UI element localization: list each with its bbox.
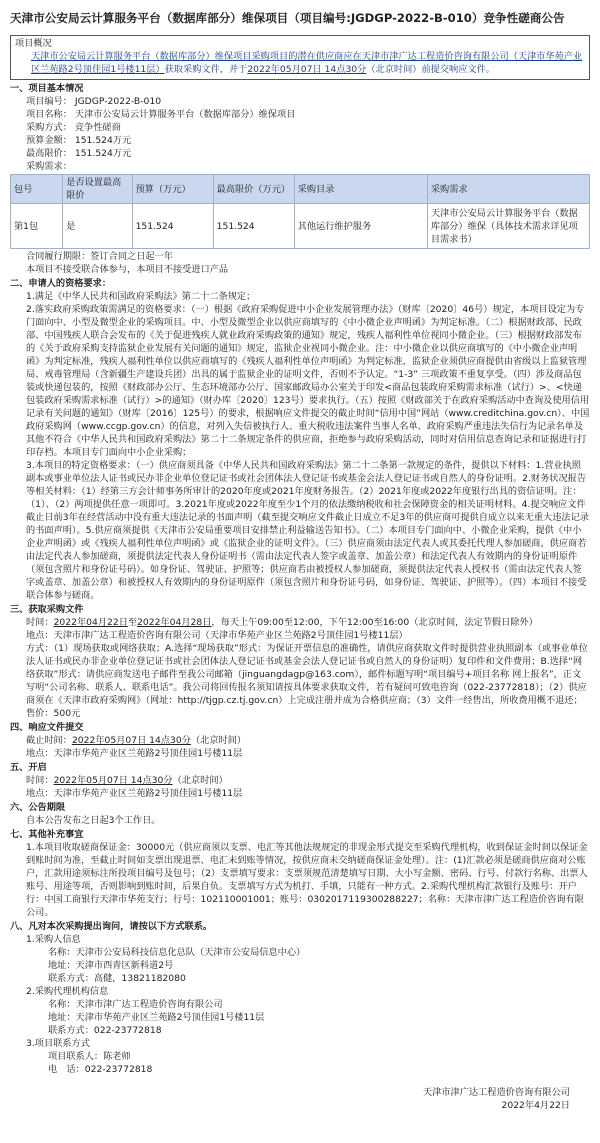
table-row bbox=[11, 204, 590, 249]
section-1-after bbox=[10, 250, 590, 276]
overview-text-part3: （北京时间）前提交响应文件。 bbox=[366, 64, 495, 75]
section-6-body: 自本公告发布之日起3个工作日。 bbox=[26, 815, 161, 826]
table-header-cell: 最高限价（万元） bbox=[213, 175, 294, 204]
overview-deadline: 2022年05月07日 14点30分 bbox=[247, 64, 367, 75]
section-5-body bbox=[10, 774, 590, 800]
table-header-cell: 采购目录 bbox=[294, 175, 427, 204]
section-1-body bbox=[10, 95, 590, 173]
submission-location-line: 地点：天津市华苑产业区兰苑路2号顶佳园1号楼11层 bbox=[26, 748, 243, 759]
table-header-row bbox=[11, 175, 590, 204]
overview-text-part1: 天津市公安局云计算服务平台（数据库部分）维保项目采购项目的潜在供应商应在天津市津广达工程造价咨询有限公司（天津市华苑产业区兰苑路2号顶佳园1号楼11层） bbox=[31, 51, 583, 75]
table-cell-budget: 151.524 bbox=[132, 204, 213, 249]
project-contact-heading: 3.项目联系方式 bbox=[26, 1038, 90, 1049]
max-price-line: 最高限价： 151.524万元 bbox=[26, 148, 132, 159]
requirements-label: 采购需求： bbox=[26, 161, 72, 172]
overview-text bbox=[15, 50, 585, 76]
table-header-cell: 预算（万元） bbox=[132, 175, 213, 204]
acquire-price-line: 售价：500元 bbox=[26, 708, 81, 719]
section-4-heading: 四、响应文件提交 bbox=[10, 722, 84, 733]
table-cell-requirement: 天津市公安局云计算服务平台（数据库部分）维保（具体技术需求详见项目需求书） bbox=[427, 204, 589, 249]
overview-label: 项目概况 bbox=[15, 38, 52, 49]
project-contact-person: 项目联系人：陈老师 bbox=[48, 1051, 131, 1062]
section-3-heading: 三、获取采购文件 bbox=[10, 604, 84, 615]
acquire-time-label: 时间： bbox=[26, 617, 54, 628]
table-cell-max-price: 151.524 bbox=[213, 204, 294, 249]
agency-info-heading: 2.采购代理机构信息 bbox=[26, 986, 109, 997]
project-contact-phone: 电 话：022-23772818 bbox=[48, 1064, 153, 1075]
opening-time-line bbox=[26, 774, 590, 787]
section-5-heading: 五、开启 bbox=[10, 762, 47, 773]
contract-period-line: 合同履行期限：签订合同之日起一年 bbox=[26, 251, 173, 262]
purchaser-name: 名称：天津市公安局科技信息化总队（天津市公安局信息中心） bbox=[48, 947, 306, 958]
purchaser-address: 地址：天津市西青区新科道2号 bbox=[48, 960, 174, 971]
qualification-para-2: 2.落实政府采购政策需满足的资格要求：（一）根据《政府采购促进中小企业发展管理办法》（财库〔2020〕46号）规定，本项目设定为专门面向中、小型及微型企业的采购项目。中、小型及微型企业以供应商填写的《中小微企业声明函》为判定标准。（二）根据财政部、民政部、中国残疾人联合会发布的《关于促进残疾人就业政府采购政策的通知》规定，残疾人福利性单位视同小微企业。（三）根据财政部发布的《关于政府采购支持监狱企业发展有关问题的通知》规定，监狱企业视同小微企业。注：中小微企业以供应商填写的《中小微企业声明函》为判定标准，残疾人福利性单位以供应商填写的《残疾人福利性单位声明函》为判定标准，监狱企业须供应商提供由省级以上监狱管理局、戒毒管理局（含新疆生产建设兵团）出具的属于监狱企业的证明文件，否则不予认定。“1-3” 三项政策不重复享受。（四）涉及商品包装或快递包装的，按照《财政部办公厅、生态环境部办公厅、国家邮政局办公室关于印发<商品包装政府采购需求标准（试行）>、<快递包装政府采购需求标准（试行）>的通知》（财办库〔2020〕123号）要求执行。（五）按照《财政部关于在政府采购活动中查询及使用信用记录有关问题的通知》（财库〔2016〕125号）的要求，根据响应文件提交的截止时间“信用中国”网站（www.creditchina.gov.cn）、中国政府采购网（www.ccgp.gov.cn）的信息，对列入失信被执行人、重大税收违法案件当事人名单、政府采购严重违法失信行为记录名单及其他不符合《中华人民共和国政府采购法》第二十二条规定条件的供应商，拒绝参与政府采购活动，同时对信用信息查询记录和证据进行打印存档。本项目专门面向中小企业采购； bbox=[26, 304, 590, 458]
project-overview-box bbox=[10, 35, 590, 80]
agency-contact: 联系方式：022-23772818 bbox=[48, 1025, 162, 1036]
project-name-line: 项目名称： 天津市公安局云计算服务平台（数据库部分）维保项目 bbox=[26, 109, 296, 120]
purchaser-contact: 联系方式：高健，13821182080 bbox=[48, 973, 186, 984]
acquire-to: 至 bbox=[127, 617, 138, 628]
procurement-method-line: 采购方式： 竞争性磋商 bbox=[26, 122, 121, 133]
opening-location-line: 地点：天津市华苑产业区兰苑路2号顶佳园1号楼11层 bbox=[26, 788, 243, 799]
section-7-body: 1.本项目收取磋商保证金：30000元（供应商须以支票、电汇等其他法规规定的非现金形式提交至采购代理机构，收到保证金时间以保证金到账时间为准，至截止时间如支票出现退票、电汇未到账等情况，按供应商未交纳磋商保证金处理）。注：(1)汇款必须是磋商供应商对公账户，汇款用途须标注所投项目编号及包号；（2）支票填写要求：支票须规范清楚填写日期、大小写金额、密码、行号、付款行名称、出票人账号、用途等项，否则影响到账时间，后果自负。支票填写方式为机打、手填，只能有一种方式。2.采购代理机构汇款银行及账号：开户行：中国工商银行天津市华苑支行；行号：102110001001；账号：0302017119300288227；名称：天津市津广达工程造价咨询有限公司。 bbox=[26, 842, 588, 918]
table-header-cell: 是否设置最高限价 bbox=[63, 175, 132, 204]
section-4-body bbox=[10, 734, 590, 760]
acquire-time-line bbox=[26, 616, 590, 629]
section-2-heading: 二、申请人的资格要求： bbox=[10, 278, 112, 289]
project-number-line: 项目编号： JGDGP-2022-B-010 bbox=[26, 96, 162, 107]
table-header-cell: 采购需求 bbox=[427, 175, 589, 204]
submission-deadline: 2022年05月07日 14点30分 bbox=[71, 735, 191, 746]
section-3-body bbox=[10, 616, 590, 720]
opening-tz: （北京时间） bbox=[172, 775, 228, 786]
budget-line: 预算金额： 151.524万元 bbox=[26, 135, 132, 146]
consortium-note-line: 本项目不接受联合体参与，本项目不接受进口产品 bbox=[26, 264, 229, 275]
acquire-hours: ，每天上午09:00至12:00，下午12:00至16:00（北京时间，法定节假日除外） bbox=[211, 617, 538, 628]
table-header-cell: 包号 bbox=[11, 175, 63, 204]
qualification-para-1: 1.满足《中华人民共和国政府采购法》第二十二条规定； bbox=[26, 291, 256, 302]
signature-date: 2022年4月22日 bbox=[501, 1100, 570, 1111]
signature-org: 天津市津广达工程造价咨询有限公司 bbox=[423, 1087, 570, 1098]
table-cell-max-limit-set: 是 bbox=[63, 204, 132, 249]
signature-block bbox=[10, 1086, 590, 1112]
section-2-body bbox=[10, 290, 590, 602]
purchaser-info-heading: 1.采购人信息 bbox=[26, 934, 81, 945]
table-cell-package: 第1包 bbox=[11, 204, 63, 249]
section-8-heading: 八、凡对本次采购提出询问，请按以下方式联系。 bbox=[10, 921, 213, 932]
opening-time: 2022年05月07日 14点30分 bbox=[53, 775, 173, 786]
overview-text-part2: 获取采购文件，并于 bbox=[164, 64, 248, 75]
agency-address: 地址：天津市华苑产业区兰苑路2号顶佳园1号楼11层 bbox=[48, 1012, 265, 1023]
section-8-body bbox=[10, 933, 590, 1076]
qualification-para-3: 3.本项目的特定资格要求：（一）供应商须具备《中华人民共和国政府采购法》第二十二条第一款规定的条件，提供以下材料：1.营业执照副本或事业单位法人证书或民办非企业单位登记证书或社会团体法人登记证书或基金会法人登记证书或自然人的身份证明。2.财务状况报告等相关材料：（1）经第三方会计师事务所审计的2020年度或2021年度财务报告。（2）2021年度或2022年度银行出具的资信证明。注：（1）、（2）两项提供任意一项即可。3.2021年度或2022年度至少1个月的依法缴纳税收和社会保障资金的相关证明材料。4.提交响应文件截止日前3年在经营活动中没有重大违法记录的书面声明（截至提交响应文件截止日成立不足3年的供应商可提供自成立以来无重大违法记录的书面声明）。5.供应商须提供《天津市公安局重要项目安排禁止利益输送告知书》。（二）本项目专门面向中、小微企业采购，提供《中小企业声明函》或《残疾人福利性单位声明函》或《监狱企业的证明文件》。（三）供应商须由法定代表人或其委托代理人参加磋商，供应商若由法定代表人参加磋商，须提供法定代表人身份证明书（需由法定代表人签字或盖章、加盖公章）和法定代表人有效期内的身份证明原件（须包含照片和身份证号码）。如身份证、驾驶证、护照等；供应商若由被授权人参加磋商，须提供法定代表人授权书（需由法定代表人签字或盖章、加盖公章）和被授权人有效期内的身份证明原件（须包含照片和身份证号码，如身份证、驾驶证、护照等）。（四）本项目不接受联合体参与磋商。 bbox=[26, 460, 589, 601]
opening-time-label: 时间： bbox=[26, 775, 54, 786]
requirements-table bbox=[10, 174, 590, 249]
submission-deadline-line bbox=[26, 734, 590, 747]
submission-tz: （北京时间） bbox=[190, 735, 247, 746]
acquire-method-line: 方式：（1）现场获取或网络获取；A.选择“现场获取”形式：为保证开票信息的准确性，请供应商获取文件时提供营业执照副本（或事业单位法人证书或民办非企业单位登记证书或社会团体法人登记证书或基金会法人登记证书或自然人的身份证明）复印件和文件费用；B.选择“网络获取”形式：请供应商发送电子邮件至我公司邮箱（jinguangdagp@163.com），邮件标题写明“项目编号+项目名称 网上报名”，正文写明“公司名称、联系人、联系电话”。我公司将回传报名须知请按具体要求获取文件，若有疑问可致电咨询（022-23772818）；（2）供应商须在《天津市政府采购网》（网址：http://tjgp.cz.tj.gov.cn）上完成注册并成为合格供应商；（3）文件一经售出，所收费用概不退还； bbox=[26, 643, 588, 706]
acquire-location-line: 地点：天津市津广达工程造价咨询有限公司（天津市华苑产业区兰苑路2号顶佳园1号楼11层） bbox=[26, 630, 408, 641]
agency-name: 名称：天津市津广达工程造价咨询有限公司 bbox=[48, 999, 223, 1010]
table-cell-catalog: 其他运行维护服务 bbox=[294, 204, 427, 249]
acquire-start-date: 2022年04月22日 bbox=[53, 617, 128, 628]
section-6-heading: 六、公告期限 bbox=[10, 802, 66, 813]
section-1-heading: 一、项目基本情况 bbox=[10, 83, 84, 94]
submission-deadline-label: 截止时间： bbox=[26, 735, 72, 746]
acquire-end-date: 2022年04月28日 bbox=[137, 617, 212, 628]
page-title: 天津市公安局云计算服务平台（数据库部分）维保项目（项目编号:JGDGP-2022-B-010）竞争性磋商公告 bbox=[10, 11, 565, 25]
section-7-heading: 七、其他补充事宜 bbox=[10, 829, 84, 840]
